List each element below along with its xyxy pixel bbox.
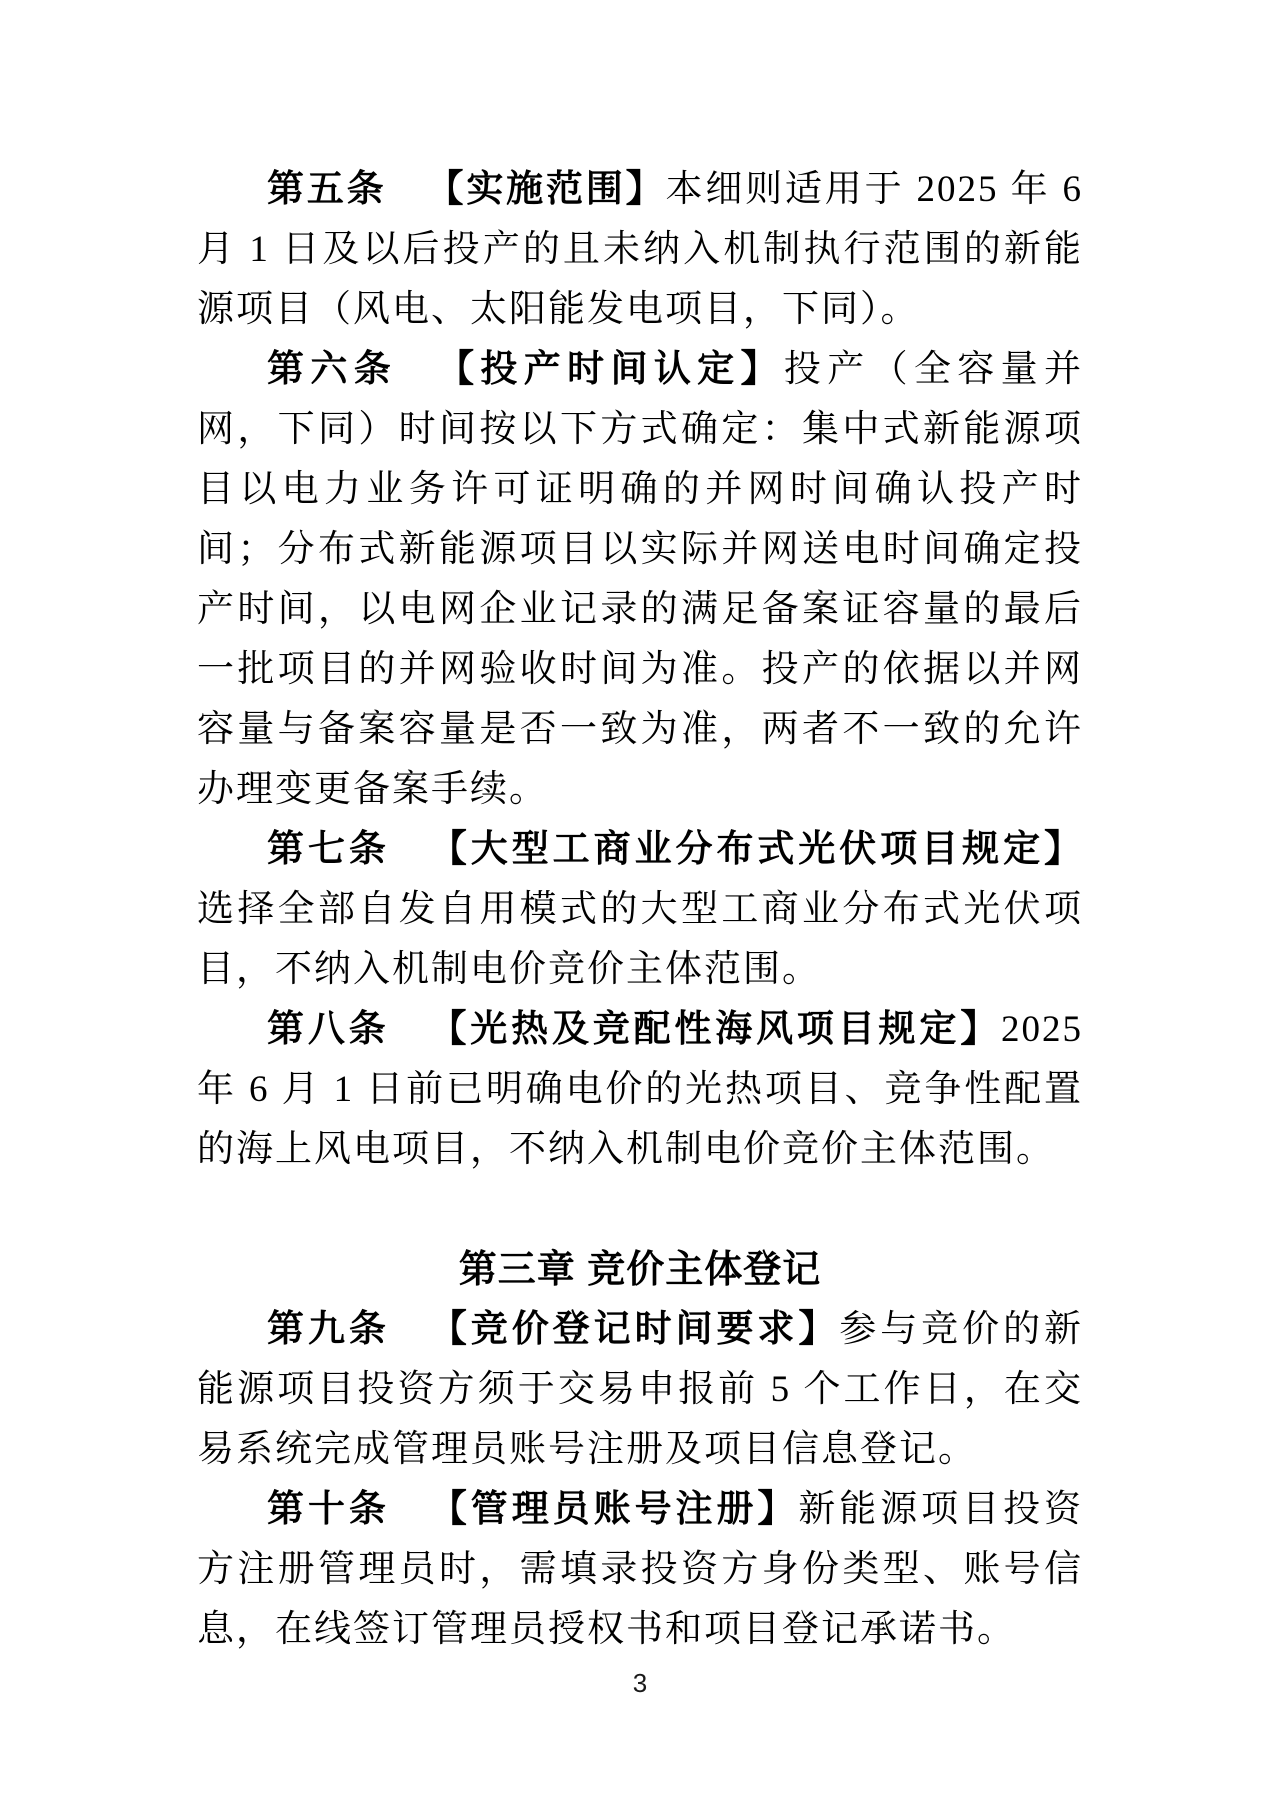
- article-title: 【竞价登记时间要求】: [429, 1309, 840, 1350]
- article-body: 参与竞价的新能源项目投资方须于交易申报前 5 个工作日，在交易系统完成管理员账号注册及项目信息登记。: [197, 1309, 1084, 1470]
- page-number: 3: [632, 1668, 648, 1698]
- article-body: 2025 年 6 月 1 日前已明确电价的光热项目、竞争性配置的海上风电项目，不纳入机制电价竞价主体范围。: [197, 1009, 1084, 1170]
- article-number: 第六条: [267, 349, 398, 390]
- article-title: 【实施范围】: [426, 169, 666, 210]
- article-number: 第九条: [267, 1309, 390, 1350]
- article-paragraph-7: [197, 820, 1083, 1000]
- article-title: 【投产时间认定】: [437, 349, 784, 390]
- article-paragraph-10: [197, 1480, 1083, 1660]
- article-body: 投产（全容量并网，下同）时间按以下方式确定：集中式新能源项目以电力业务许可证明确的并网时间确认投产时间；分布式新能源项目以实际并网送电时间确定投产时间，以电网企业记录的满足备案证容量的最后一批项目的并网验收时间为准。投产的依据以并网容量与备案容量是否一致为准，两者不一致的允许办理变更备案手续。: [197, 349, 1084, 810]
- article-title: 【管理员账号注册】: [429, 1489, 799, 1530]
- article-body: 新能源项目投资方注册管理员时，需填录投资方身份类型、账号信息，在线签订管理员授权书和项目登记承诺书。: [197, 1489, 1084, 1650]
- page-content: [197, 160, 1083, 1660]
- article-paragraph-9: [197, 1300, 1083, 1480]
- article-number: 第八条: [267, 1009, 390, 1050]
- article-body: 选择全部自发自用模式的大型工商业分布式光伏项目，不纳入机制电价竞价主体范围。: [197, 889, 1083, 990]
- chapter-heading: 第三章 竞价主体登记: [458, 1249, 822, 1291]
- article-number: 第十条: [267, 1489, 390, 1530]
- article-paragraph-5: [197, 160, 1083, 340]
- article-title: 【光热及竞配性海风项目规定】: [429, 1009, 1002, 1050]
- article-paragraph-8: [197, 1000, 1083, 1180]
- article-paragraph-6: [197, 340, 1083, 820]
- article-body: 本细则适用于 2025 年 6 月 1 日及以后投产的且未纳入机制执行范围的新能源项目（风电、太阳能发电项目，下同）。: [197, 169, 1084, 330]
- article-number: 第七条: [267, 829, 390, 870]
- article-number: 第五条: [267, 169, 387, 210]
- article-title: 【大型工商业分布式光伏项目规定】: [429, 829, 1084, 870]
